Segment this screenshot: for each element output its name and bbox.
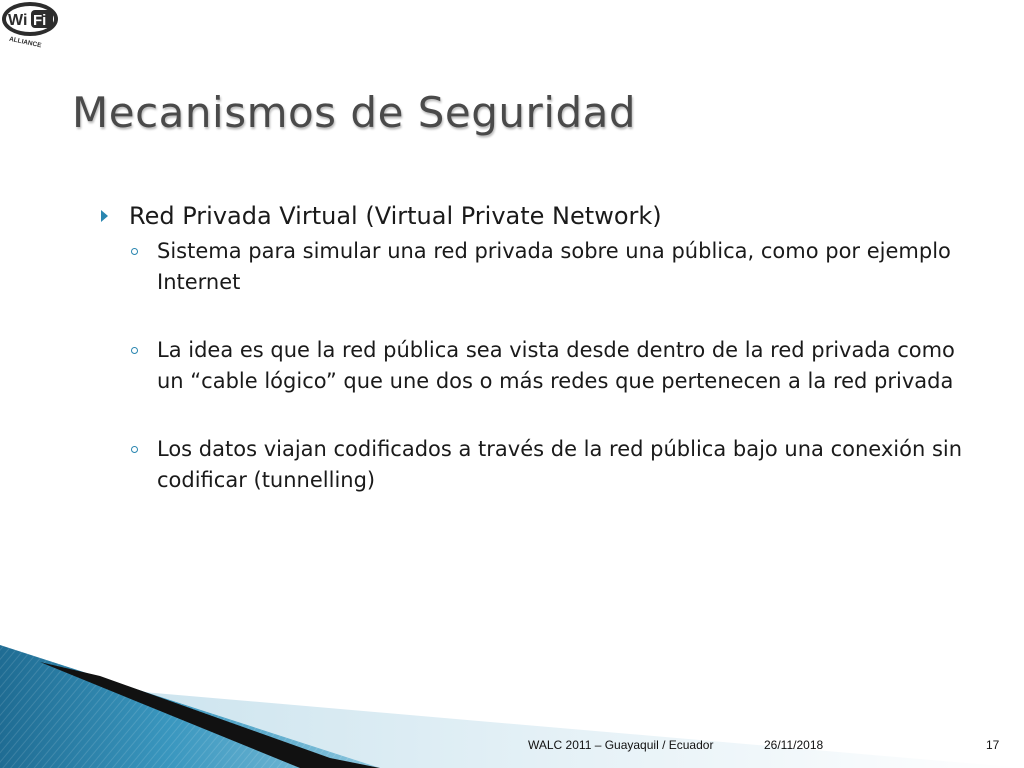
arrow-bullet-icon xyxy=(101,210,108,222)
footer-date: 26/11/2018 xyxy=(764,738,824,752)
circle-bullet-icon xyxy=(131,347,138,354)
bullet-text: Red Privada Virtual (Virtual Private Network) xyxy=(129,202,662,230)
subbullet-text: Los datos viajan codificados a través de la red pública bajo una conexión sin codificar (tunnelling) xyxy=(157,437,963,492)
footer-decoration xyxy=(0,640,1024,768)
subbullet-item xyxy=(100,434,980,496)
circle-bullet-icon xyxy=(131,446,138,453)
svg-text:Wi: Wi xyxy=(8,12,28,29)
footer-event: WALC 2011 – Guayaquil / Ecuador xyxy=(528,738,714,752)
subbullet-item xyxy=(100,236,980,298)
slide-title: Mecanismos de Seguridad xyxy=(72,88,637,137)
svg-text:ALLIANCE: ALLIANCE xyxy=(8,35,43,50)
circle-bullet-icon xyxy=(131,248,138,255)
subbullet-text: La idea es que la red pública sea vista desde dentro de la red privada como un “cable lógico” que une dos o más redes que pertenecen a la red privada xyxy=(157,338,955,393)
subbullet-item xyxy=(100,335,980,397)
wifi-alliance-logo xyxy=(0,0,64,52)
slide-content xyxy=(100,200,980,496)
bullet-vpn xyxy=(100,200,980,232)
subbullet-text: Sistema para simular una red privada sobre una pública, como por ejemplo Internet xyxy=(157,239,951,294)
svg-text:Fi: Fi xyxy=(33,12,47,29)
page-number: 17 xyxy=(986,738,1000,752)
